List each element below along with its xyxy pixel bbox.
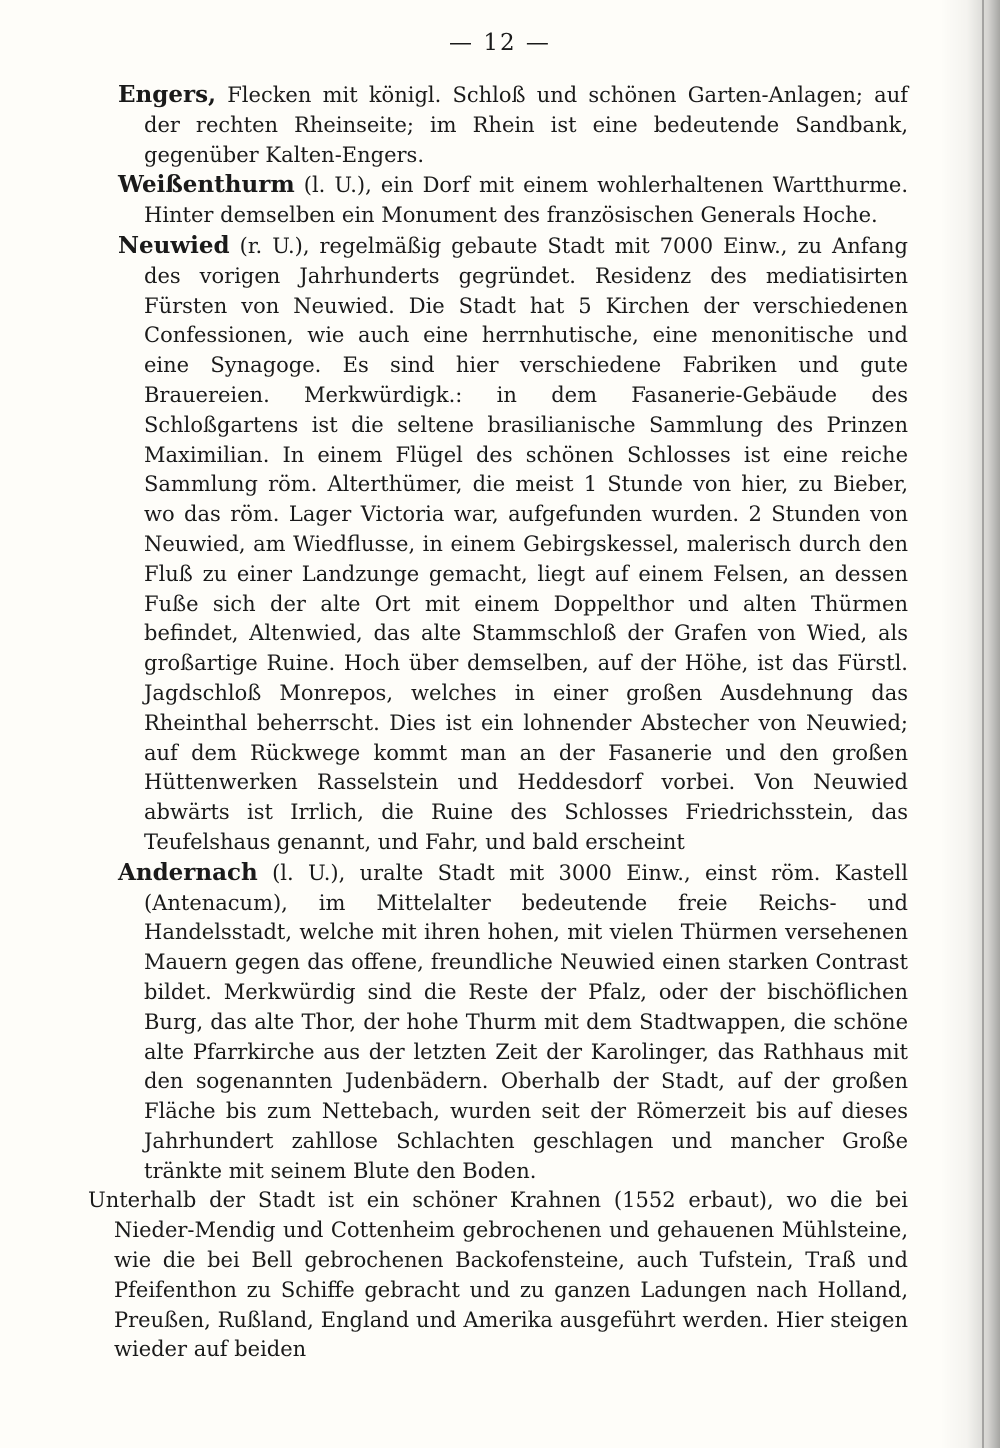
headword-weissenthurm: Weißenthurm: [118, 171, 295, 199]
entry-text-andernach: (l. U.), uralte Stadt mit 3000 Einw., einst röm. Kastell (Antenacum), im Mittelalter bedeutende freie Reichs- und Handelsstadt, welche mit ihren hohen, mit vielen Thürmen versehenen Mauern gegen das offene, freundliche Neuwied einen starken Contrast bildet. Merkwürdig sind die Reste der Pfalz, oder der bischöflichen Burg, das alte Thor, der hohe Thurm mit dem Stadtwappen, die schöne alte Pfarrkirche aus der letzten Zeit der Karolinger, das Rathhaus mit den sogenannten Judenbädern. Oberhalb der Stadt, auf der großen Fläche bis zum Nettebach, wurden seit der Römerzeit bis auf dieses Jahrhundert zahllose Schlachten geschlagen und mancher Große tränkte mit seinem Blute den Boden.: [144, 860, 908, 1183]
entry-engers: [118, 80, 908, 170]
page-gutter-line: [982, 0, 984, 1448]
page-number: — 12 —: [449, 30, 551, 56]
entry-text-engers: Flecken mit königl. Schloß und schönen Garten-Anlagen; auf der rechten Rheinseite; im Rhein ist eine bedeutende Sandbank, gegenüber Kalten-Engers.: [144, 83, 908, 167]
headword-andernach: Andernach: [118, 858, 258, 886]
closing-paragraph: Unterhalb der Stadt ist ein schöner Krahnen (1552 erbaut), wo die bei Nieder-Mendig und Cottenheim gebrochenen und gehauenen Mühlsteine, wie die bei Bell gebrochenen Backofensteine, auch Tufstein, Traß und Pfeifenthon zu Schiffe gebracht und zu ganzen Ladungen nach Holland, Preußen, Rußland, England und Amerika ausgeführt werden. Hier steigen wieder auf beiden: [88, 1188, 908, 1362]
page-gutter-shadow: [940, 0, 1000, 1448]
entry-andernach: [118, 858, 908, 1187]
entry-text-weissenthurm: (l. U.), ein Dorf mit einem wohlerhaltenen Wartthurme. Hinter demselben ein Monument des französischen Generals Hoche.: [144, 173, 908, 228]
headword-engers: Engers,: [118, 81, 217, 108]
entry-weissenthurm: [118, 170, 908, 231]
body-text: [88, 80, 908, 1365]
headword-neuwied: Neuwied: [118, 231, 230, 259]
entry-neuwied: [118, 231, 908, 858]
entry-text-neuwied: (r. U.), regelmäßig gebaute Stadt mit 7000 Einw., zu Anfang des vorigen Jahrhunderts gegründet. Residenz des mediatisirten Fürsten von Neuwied. Die Stadt hat 5 Kirchen der verschiedenen Confessionen, wie auch eine herrnhutische, eine menonitische und eine Synagoge. Es sind hier verschiedene Fabriken und gute Brauereien. Merkwürdigk.: in dem Fasanerie-Gebäude des Schloßgartens ist die seltene brasilianische Sammlung des Prinzen Maximilian. In einem Flügel des schönen Schlosses ist eine reiche Sammlung röm. Alterthümer, die meist 1 Stunde von hier, zu Bieber, wo das röm. Lager Victoria war, aufgefunden wurden. 2 Stunden von Neuwied, am Wiedflusse, in einem Gebirgskessel, malerisch durch den Fluß zu einer Landzunge gemacht, liegt auf einem Felsen, an dessen Fuße sich der alte Ort mit einem Doppelthor und alten Thürmen befindet, Altenwied, das alte Stammschloß der Grafen von Wied, als großartige Ruine. Hoch über demselben, auf der Höhe, ist das Fürstl. Jagdschloß Monrepos, welches in einer großen Ausdehnung das Rheinthal beherrscht. Dies ist ein lohnender Abstecher von Neuwied; auf dem Rückwege kommt man an der Fasanerie und den großen Hüttenwerken Rasselstein und Heddesdorf vorbei. Von Neuwied abwärts ist Irrlich, die Ruine des Schlosses Friedrichsstein, das Teufelshaus genannt, und Fahr, und bald erscheint: [144, 233, 908, 854]
